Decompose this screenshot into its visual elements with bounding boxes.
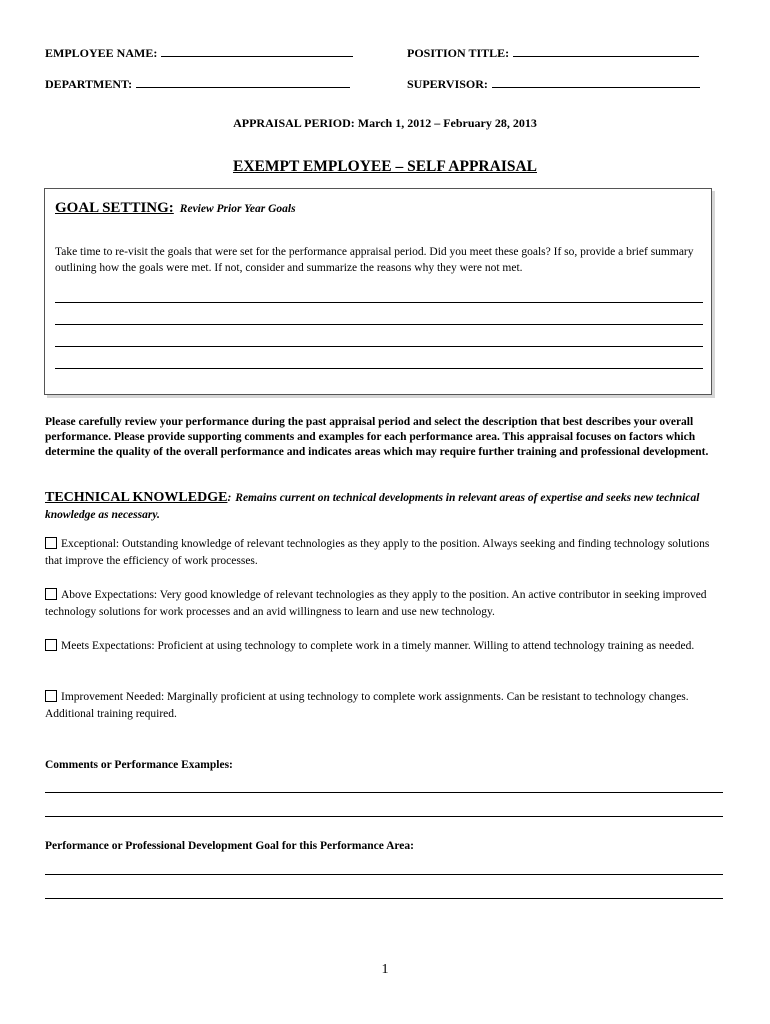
supervisor-field[interactable] — [407, 77, 700, 92]
department-line[interactable] — [136, 77, 350, 88]
goal-answer-line-2[interactable] — [55, 324, 703, 325]
option-improvement-needed[interactable] — [45, 689, 725, 723]
appraisal-period: APPRAISAL PERIOD: March 1, 2012 – February 28, 2013 — [233, 116, 537, 130]
goal-setting-title: GOAL SETTING: — [55, 200, 174, 216]
technical-knowledge-colon: : — [227, 492, 232, 504]
page-number: 1 — [381, 962, 389, 977]
goal-answer-line-3[interactable] — [55, 346, 703, 347]
checkbox-above-expectations[interactable] — [45, 588, 57, 600]
goal-setting-heading — [55, 199, 296, 217]
goal-setting-subtitle: Review Prior Year Goals — [179, 203, 296, 215]
supervisor-line[interactable] — [492, 77, 700, 88]
development-goal-line-2[interactable] — [45, 898, 723, 899]
development-goal-line-1[interactable] — [45, 874, 723, 875]
checkbox-meets-expectations[interactable] — [45, 639, 57, 651]
checkbox-improvement-needed[interactable] — [45, 690, 57, 702]
comments-line-2[interactable] — [45, 816, 723, 817]
page-title: EXEMPT EMPLOYEE – SELF APPRAISAL — [232, 158, 537, 175]
goal-answer-line-4[interactable] — [55, 368, 703, 369]
position-title-line[interactable] — [513, 46, 699, 57]
employee-name-field[interactable] — [45, 46, 353, 61]
technical-knowledge-title: TECHNICAL KNOWLEDGE — [45, 490, 228, 505]
intro-paragraph: Please carefully review your performance during the past appraisal period and select the description that best describes your overall performance. Please provide supporting comments and examples for each performance area. This appraisal focuses on factors which determine the quality of the overall performance and indicates areas which may require further training and professional development. — [45, 416, 709, 458]
option-exceptional-text: Exceptional: Outstanding knowledge of relevant technologies as they apply to the position. Always seeking and finding technology solutions that improve the efficiency of work processes. — [45, 538, 710, 567]
goal-answer-line-1[interactable] — [55, 302, 703, 303]
development-goal-label: Performance or Professional Development Goal for this Performance Area: — [45, 840, 414, 852]
technical-knowledge-description: Remains current on technical developments in relevant areas of expertise and seeks new technical knowledge as necessary. — [45, 492, 700, 521]
goal-setting-box — [44, 188, 712, 395]
option-above-expectations-text: Above Expectations: Very good knowledge of relevant technologies as they apply to the position. An active contributor in seeking improved technology solutions for work processes and an avid willingness to learn and use new technology. — [45, 589, 707, 618]
option-exceptional[interactable] — [45, 536, 725, 570]
position-title-label: POSITION TITLE: — [407, 46, 510, 60]
supervisor-label: SUPERVISOR: — [407, 77, 488, 91]
goal-setting-instructions: Take time to re-visit the goals that were set for the performance appraisal period. Did you meet these goals? If so, provide a brief summary outlining how the goals were met. If not, consider and summarize the reasons why they were not met. — [55, 246, 694, 274]
option-meets-expectations[interactable] — [45, 638, 725, 655]
department-label: DEPARTMENT: — [45, 77, 133, 91]
technical-knowledge-heading — [45, 489, 727, 523]
department-field[interactable] — [45, 77, 350, 92]
option-meets-expectations-text: Meets Expectations: Proficient at using technology to complete work in a timely manner. Willing to attend technology training as needed. — [61, 640, 695, 652]
employee-name-line[interactable] — [161, 46, 353, 57]
checkbox-exceptional[interactable] — [45, 537, 57, 549]
employee-name-label: EMPLOYEE NAME: — [45, 46, 158, 60]
option-improvement-needed-text: Improvement Needed: Marginally proficient at using technology to complete work assignments. Can be resistant to technology changes. Additional training required. — [45, 691, 689, 720]
option-above-expectations[interactable] — [45, 587, 725, 621]
position-title-field[interactable] — [407, 46, 699, 61]
comments-line-1[interactable] — [45, 792, 723, 793]
comments-label: Comments or Performance Examples: — [45, 759, 233, 771]
